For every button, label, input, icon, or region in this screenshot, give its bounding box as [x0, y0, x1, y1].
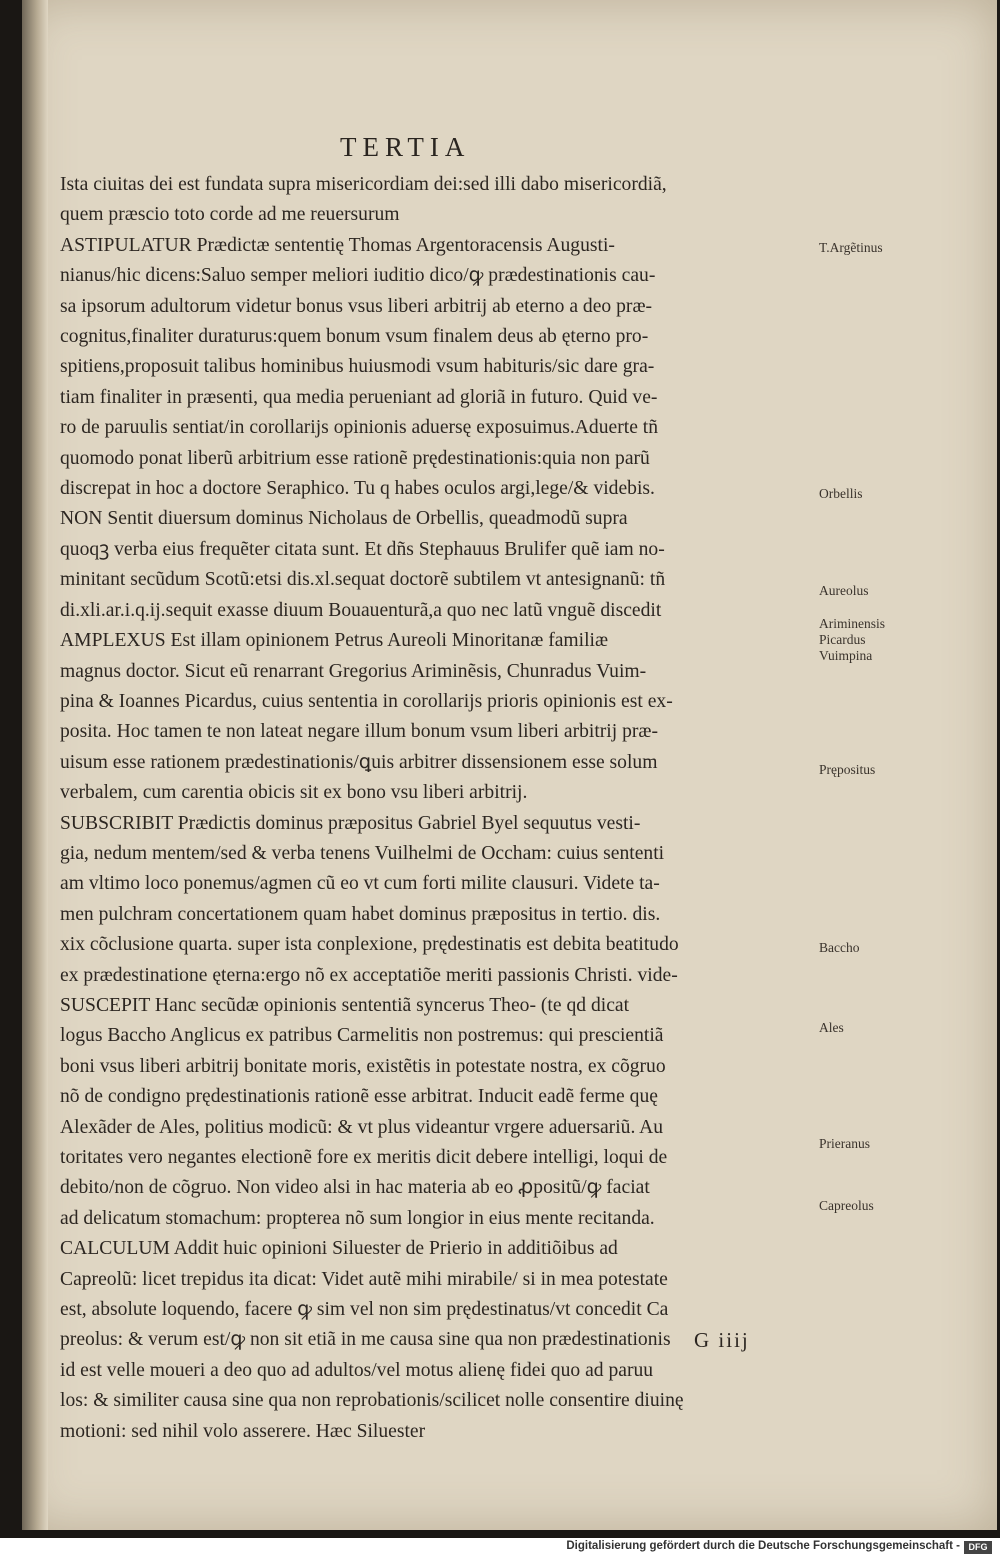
text-line: AMPLEXUS Est illam opinionem Petrus Aureoli Minoritanæ familiæ [60, 630, 609, 652]
text-line: id est velle moueri a deo quo ad adultos/vel motus alienę fidei quo ad paruu [60, 1359, 654, 1381]
text-line: ex prædestinatione ęterna:ergo nõ ex acceptatiõe meriti passionis Christi. vide- [60, 964, 678, 986]
text-line: uisum esse rationem prædestinationis/ꝗuis arbitrer dissensionem esse solum [60, 751, 658, 773]
text-line: ASTIPULATUR Prædictæ sententię Thomas Argentoracensis Augusti- [60, 234, 615, 256]
marginal-note: T.Argẽtinus [819, 240, 883, 255]
running-head: TERTIA [340, 132, 471, 162]
text-line: minitant secũdum Scotũ:etsi dis.xl.sequat doctorẽ subtilem vt antesignanũ: tñ [60, 569, 666, 591]
footer-bar [0, 1538, 1000, 1558]
text-line: toritates vero negantes electionẽ fore ex meritis dicit debere intelligi, loqui de [60, 1147, 668, 1168]
text-line: nõ de condigno prędestinationis rationẽ esse arbitrat. Inducit eadẽ ferme quę [60, 1086, 658, 1108]
marginal-note: Orbellis [819, 486, 863, 501]
marginal-note: Aureolus [819, 583, 869, 598]
text-line: verbalem, cum carentia obicis sit ex bono vsu liberi arbitrij. [60, 782, 528, 804]
book-page [22, 0, 997, 1530]
text-line: preolus: & verum est/ꝙ non sit etiã in me causa sine qua non prædestinationis [60, 1329, 671, 1351]
text-line: quoqꝫ verba eius frequẽter citata sunt. Et dñs Stephauus Brulifer quẽ iam no- [60, 538, 665, 560]
marginal-note: Prępositus [819, 762, 876, 777]
marginal-note: Prieranus [819, 1136, 870, 1151]
text-line: magnus doctor. Sicut eũ renarrant Gregorius Ariminẽsis, Chunradus Vuim- [60, 660, 647, 682]
text-line: di.xli.ar.i.q.ij.sequit exasse diuum Bouauenturã,a quo nec latũ vnguẽ discedit [60, 599, 662, 621]
signature-mark: G iiij [694, 1328, 750, 1352]
text-line: pina & Ioannes Picardus, cuius sententia in corollarijs prioris opinionis est ex- [60, 690, 673, 712]
text-line: debito/non de cõgruo. Non video alsi in hac materia ab eo ꝓpositũ/ꝙ faciat [60, 1177, 650, 1199]
text-line: men pulchram concertationem quam habet dominus præpositus in tertio. dis. [60, 903, 661, 925]
text-line: Capreolũ: licet trepidus ita dicat: Videt autẽ mihi mirabile/ si in mea potestate [60, 1268, 668, 1290]
text-line: cognitus,finaliter duraturus:quem bonum vsum finalem deus ab ęterno pro- [60, 326, 649, 348]
page-spine-shadow [22, 0, 48, 1530]
text-line: boni vsus liberi arbitrij bonitate moris, existẽtis in potestate nostra, ex cõgruo [60, 1055, 666, 1077]
text-line: tiam finaliter in præsenti, qua media perueniant ad gloriã in futuro. Quid ve- [60, 386, 658, 408]
text-line: discrepat in hoc a doctore Seraphico. Tu q habes oculos argi,lege/& videbis. [60, 478, 655, 500]
marginal-note: Ariminensis [819, 616, 885, 631]
text-line: gia, nedum mentem/sed & verba tenens Vuilhelmi de Occham: cuius sententi [60, 842, 665, 864]
funding-credit: Digitalisierung gefördert durch die Deutsche Forschungsgemeinschaft - [566, 1540, 960, 1552]
text-line: sa ipsorum adultorum videtur bonus vsus liberi arbitrij ab eterno a deo præ- [60, 295, 653, 317]
text-line: am vltimo loco ponemus/agmen cũ eo vt cum forti milite clausuri. Videte ta- [60, 873, 660, 895]
text-line: Alexãder de Ales, politius modicũ: & vt plus videantur vrgere aduersariũ. Au [60, 1116, 664, 1138]
text-line: ad delicatum stomachum: propterea nõ sum longior in eius mente recitanda. [60, 1207, 655, 1229]
text-line: NON Sentit diuersum dominus Nicholaus de Orbellis, queadmodũ supra [60, 508, 628, 530]
text-line: logus Baccho Anglicus ex patribus Carmelitis non postremus: qui prescientiã [60, 1025, 664, 1047]
marginal-note: Vuimpina [819, 648, 873, 663]
text-line: quem præscio toto corde ad me reuersurum [60, 204, 400, 226]
marginal-note: Picardus [819, 632, 866, 647]
text-line: posita. Hoc tamen te non lateat negare illum bonum vsum liberi arbitrij præ- [60, 721, 659, 743]
text-line: SUBSCRIBIT Prædictis dominus præpositus Gabriel Byel sequutus vesti- [60, 812, 641, 834]
text-line: spitiens,proposuit talibus hominibus huiusmodi vsum habituris/sic dare gra- [60, 356, 655, 378]
text-line: Ista ciuitas dei est fundata supra misericordiam dei:sed illi dabo misericordiã, [60, 174, 667, 195]
text-line: motioni: sed nihil volo asserere. Hæc Siluester [60, 1420, 426, 1442]
text-line: CALCULUM Addit huic opinioni Siluester de Prierio in additiõibus ad [60, 1238, 618, 1260]
text-line: quomodo ponat liberũ arbitrium esse rationẽ prędestinationis:quia non parũ [60, 447, 650, 469]
marginal-note: Capreolus [819, 1198, 874, 1213]
text-line: SUSCEPIT Hanc secũdæ opinionis sententiã syncerus Theo- (te qd dicat [60, 994, 630, 1016]
body-text [60, 170, 808, 1447]
dfg-logo-icon: DFG [964, 1541, 992, 1554]
text-line: ro de paruulis sentiat/in corollarijs opinionis aduersę exposuimus.Aduerte tñ [60, 417, 659, 439]
text-line: xix cõclusione quarta. super ista conplexione, prędestinatis est debita beatitudo [60, 934, 679, 956]
marginal-note: Ales [819, 1020, 844, 1035]
text-line: nianus/hic dicens:Saluo semper meliori iuditio dico/ꝙ prædestinationis cau- [60, 265, 656, 287]
text-line: est, absolute loquendo, facere ꝙ sim vel non sim prędestinatus/vt concedit Ca [60, 1299, 669, 1321]
text-line: los: & similiter causa sine qua non reprobationis/scilicet nolle consentire diuinę [60, 1390, 684, 1412]
marginal-note: Baccho [819, 940, 860, 955]
